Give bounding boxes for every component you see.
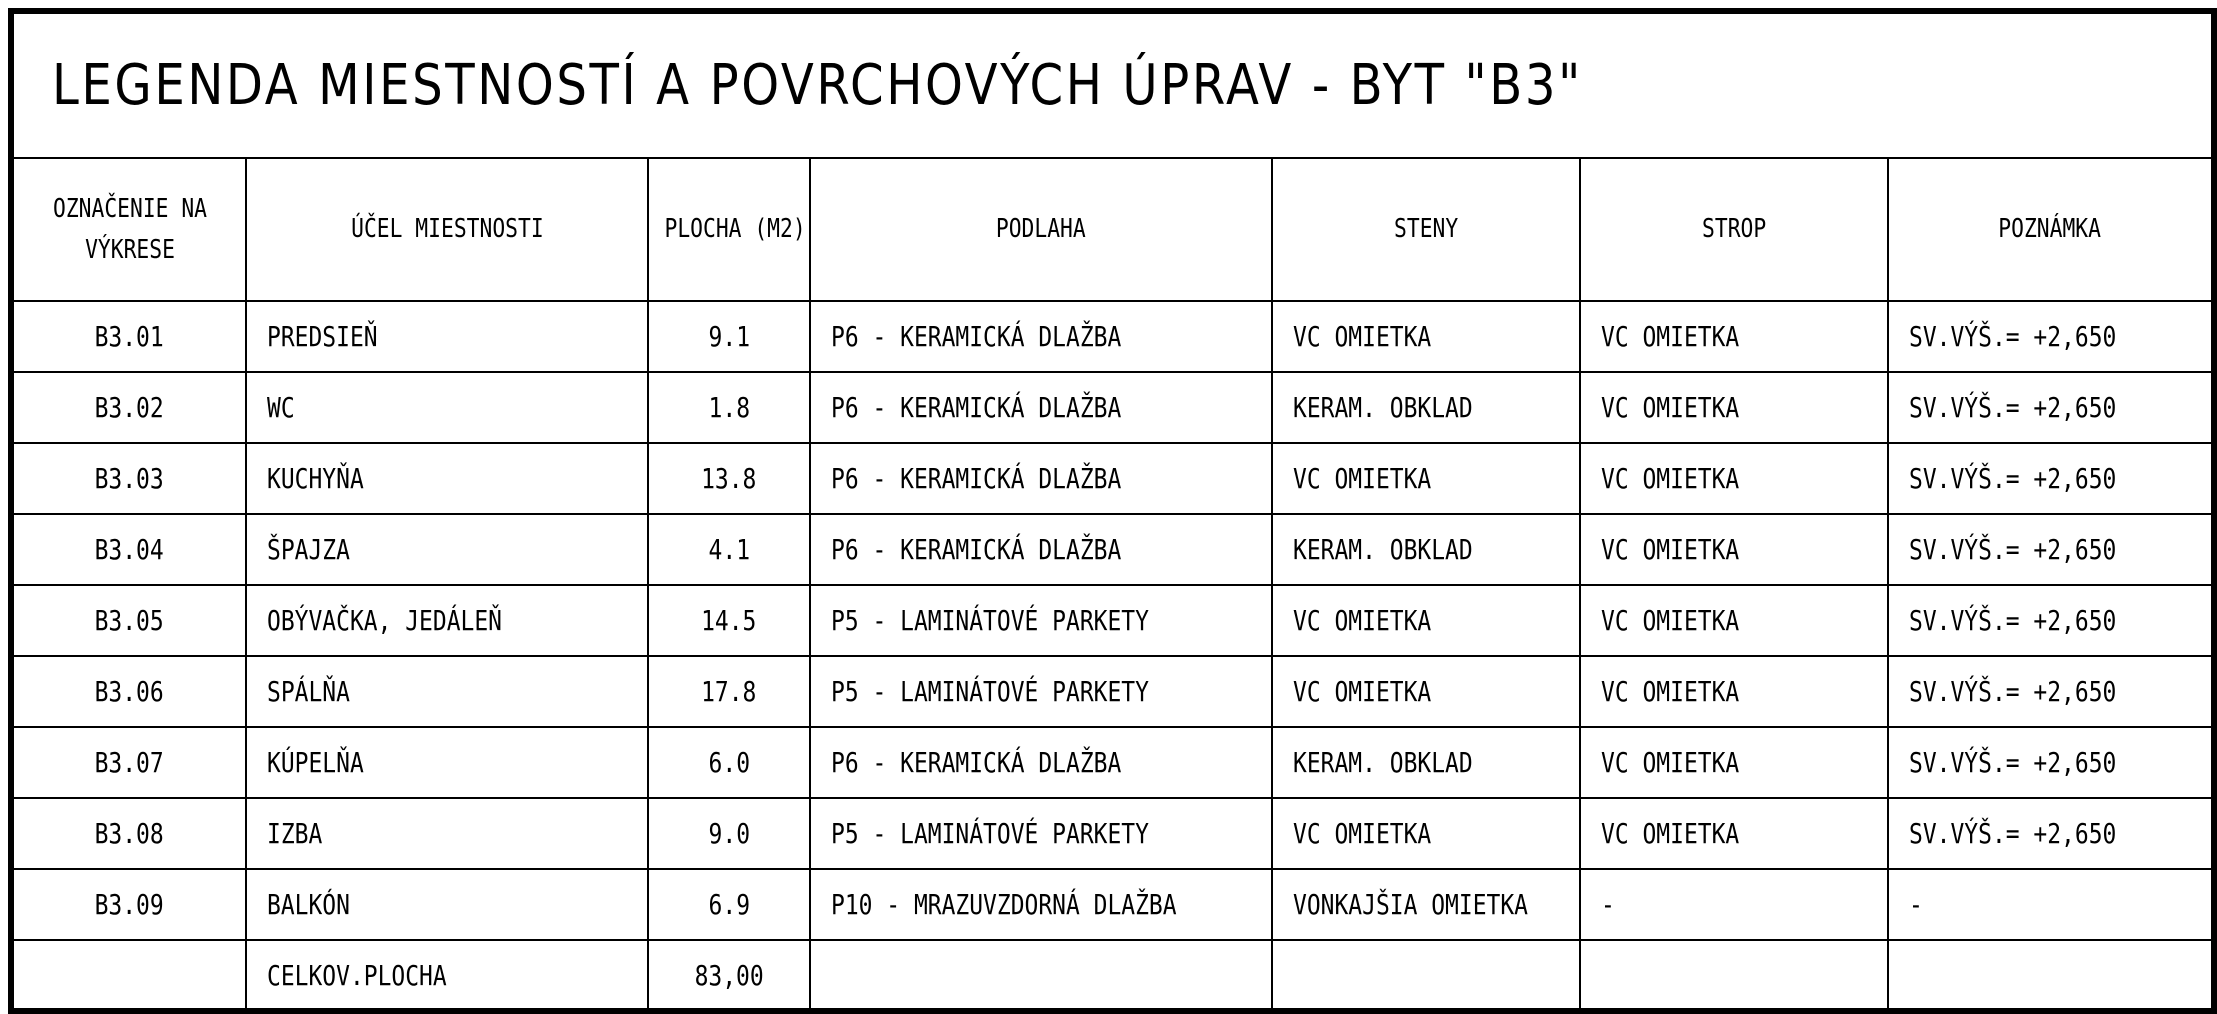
- cell-area: 13.8: [648, 443, 810, 514]
- cell-area: 14.5: [648, 585, 810, 656]
- cell-walls: KERAM. OBKLAD: [1272, 514, 1580, 585]
- cell-code: [14, 940, 246, 1010]
- cell-floor: P6 - KERAMICKÁ DLAŽBA: [810, 443, 1272, 514]
- table-row: [14, 443, 2211, 514]
- table-row: [14, 869, 2211, 940]
- cell-ceiling: VC OMIETKA: [1580, 727, 1888, 798]
- cell-floor: P6 - KERAMICKÁ DLAŽBA: [810, 301, 1272, 372]
- cell-purpose: SPÁLŇA: [246, 656, 648, 727]
- table-row: [14, 656, 2211, 727]
- header-area: PLOCHA (M2): [648, 159, 810, 301]
- cell-area: 9.1: [648, 301, 810, 372]
- cell-note: SV.VÝŠ.= +2,650: [1888, 372, 2211, 443]
- cell-note: SV.VÝŠ.= +2,650: [1888, 798, 2211, 869]
- cell-floor: P6 - KERAMICKÁ DLAŽBA: [810, 727, 1272, 798]
- cell-note: SV.VÝŠ.= +2,650: [1888, 443, 2211, 514]
- cell-walls: VC OMIETKA: [1272, 656, 1580, 727]
- total-area: 83,00: [648, 940, 810, 1010]
- cell-walls: KERAM. OBKLAD: [1272, 727, 1580, 798]
- cell-walls: [1272, 940, 1580, 1010]
- cell-floor: P5 - LAMINÁTOVÉ PARKETY: [810, 798, 1272, 869]
- cell-area: 9.0: [648, 798, 810, 869]
- cell-ceiling: VC OMIETKA: [1580, 656, 1888, 727]
- cell-code: B3.07: [14, 727, 246, 798]
- cell-ceiling: VC OMIETKA: [1580, 443, 1888, 514]
- drawing-frame: [8, 8, 2217, 1014]
- title-bar: [14, 14, 2211, 159]
- total-label: CELKOV.PLOCHA: [246, 940, 648, 1010]
- cell-area: 6.0: [648, 727, 810, 798]
- cell-purpose: BALKÓN: [246, 869, 648, 940]
- cell-floor: P10 - MRAZUVZDORNÁ DLAŽBA: [810, 869, 1272, 940]
- cell-ceiling: [1580, 940, 1888, 1010]
- cell-ceiling: VC OMIETKA: [1580, 301, 1888, 372]
- header-purpose: ÚČEL MIESTNOSTI: [246, 159, 648, 301]
- cell-purpose: IZBA: [246, 798, 648, 869]
- cell-ceiling: VC OMIETKA: [1580, 372, 1888, 443]
- header-walls: STENY: [1272, 159, 1580, 301]
- cell-walls: KERAM. OBKLAD: [1272, 372, 1580, 443]
- cell-walls: VC OMIETKA: [1272, 798, 1580, 869]
- cell-note: [1888, 940, 2211, 1010]
- header-ceiling: STROP: [1580, 159, 1888, 301]
- cell-area: 1.8: [648, 372, 810, 443]
- cell-ceiling: VC OMIETKA: [1580, 514, 1888, 585]
- cell-walls: VONKAJŠIA OMIETKA: [1272, 869, 1580, 940]
- table-header-row: [14, 159, 2211, 301]
- cell-code: B3.02: [14, 372, 246, 443]
- cell-floor: P5 - LAMINÁTOVÉ PARKETY: [810, 585, 1272, 656]
- cell-ceiling: -: [1580, 869, 1888, 940]
- cell-note: SV.VÝŠ.= +2,650: [1888, 301, 2211, 372]
- cell-code: B3.08: [14, 798, 246, 869]
- cell-code: B3.09: [14, 869, 246, 940]
- cell-purpose: KUCHYŇA: [246, 443, 648, 514]
- cell-walls: VC OMIETKA: [1272, 585, 1580, 656]
- cell-code: B3.03: [14, 443, 246, 514]
- table-row: [14, 301, 2211, 372]
- cell-area: 17.8: [648, 656, 810, 727]
- table-row: [14, 798, 2211, 869]
- cell-ceiling: VC OMIETKA: [1580, 798, 1888, 869]
- total-row: [14, 940, 2211, 1010]
- cell-floor: P5 - LAMINÁTOVÉ PARKETY: [810, 656, 1272, 727]
- cell-code: B3.01: [14, 301, 246, 372]
- table-row: [14, 727, 2211, 798]
- room-legend-table: [14, 159, 2211, 1010]
- cell-ceiling: VC OMIETKA: [1580, 585, 1888, 656]
- table-row: [14, 372, 2211, 443]
- cell-floor: P6 - KERAMICKÁ DLAŽBA: [810, 372, 1272, 443]
- cell-purpose: PREDSIEŇ: [246, 301, 648, 372]
- cell-area: 4.1: [648, 514, 810, 585]
- cell-code: B3.06: [14, 656, 246, 727]
- cell-note: SV.VÝŠ.= +2,650: [1888, 514, 2211, 585]
- cell-floor: P6 - KERAMICKÁ DLAŽBA: [810, 514, 1272, 585]
- cell-purpose: KÚPELŇA: [246, 727, 648, 798]
- cell-note: SV.VÝŠ.= +2,650: [1888, 585, 2211, 656]
- header-code: OZNAČENIE NA VÝKRESE: [14, 159, 246, 301]
- cell-note: SV.VÝŠ.= +2,650: [1888, 727, 2211, 798]
- page-title: LEGENDA MIESTNOSTÍ A POVRCHOVÝCH ÚPRAV - BYT "B3": [52, 53, 1583, 118]
- cell-purpose: OBÝVAČKA, JEDÁLEŇ: [246, 585, 648, 656]
- cell-floor: [810, 940, 1272, 1010]
- cell-walls: VC OMIETKA: [1272, 443, 1580, 514]
- cell-note: -: [1888, 869, 2211, 940]
- header-floor: PODLAHA: [810, 159, 1272, 301]
- table-row: [14, 514, 2211, 585]
- cell-code: B3.05: [14, 585, 246, 656]
- header-note: POZNÁMKA: [1888, 159, 2211, 301]
- cell-note: SV.VÝŠ.= +2,650: [1888, 656, 2211, 727]
- cell-area: 6.9: [648, 869, 810, 940]
- cell-walls: VC OMIETKA: [1272, 301, 1580, 372]
- table-row: [14, 585, 2211, 656]
- cell-purpose: ŠPAJZA: [246, 514, 648, 585]
- cell-code: B3.04: [14, 514, 246, 585]
- cell-purpose: WC: [246, 372, 648, 443]
